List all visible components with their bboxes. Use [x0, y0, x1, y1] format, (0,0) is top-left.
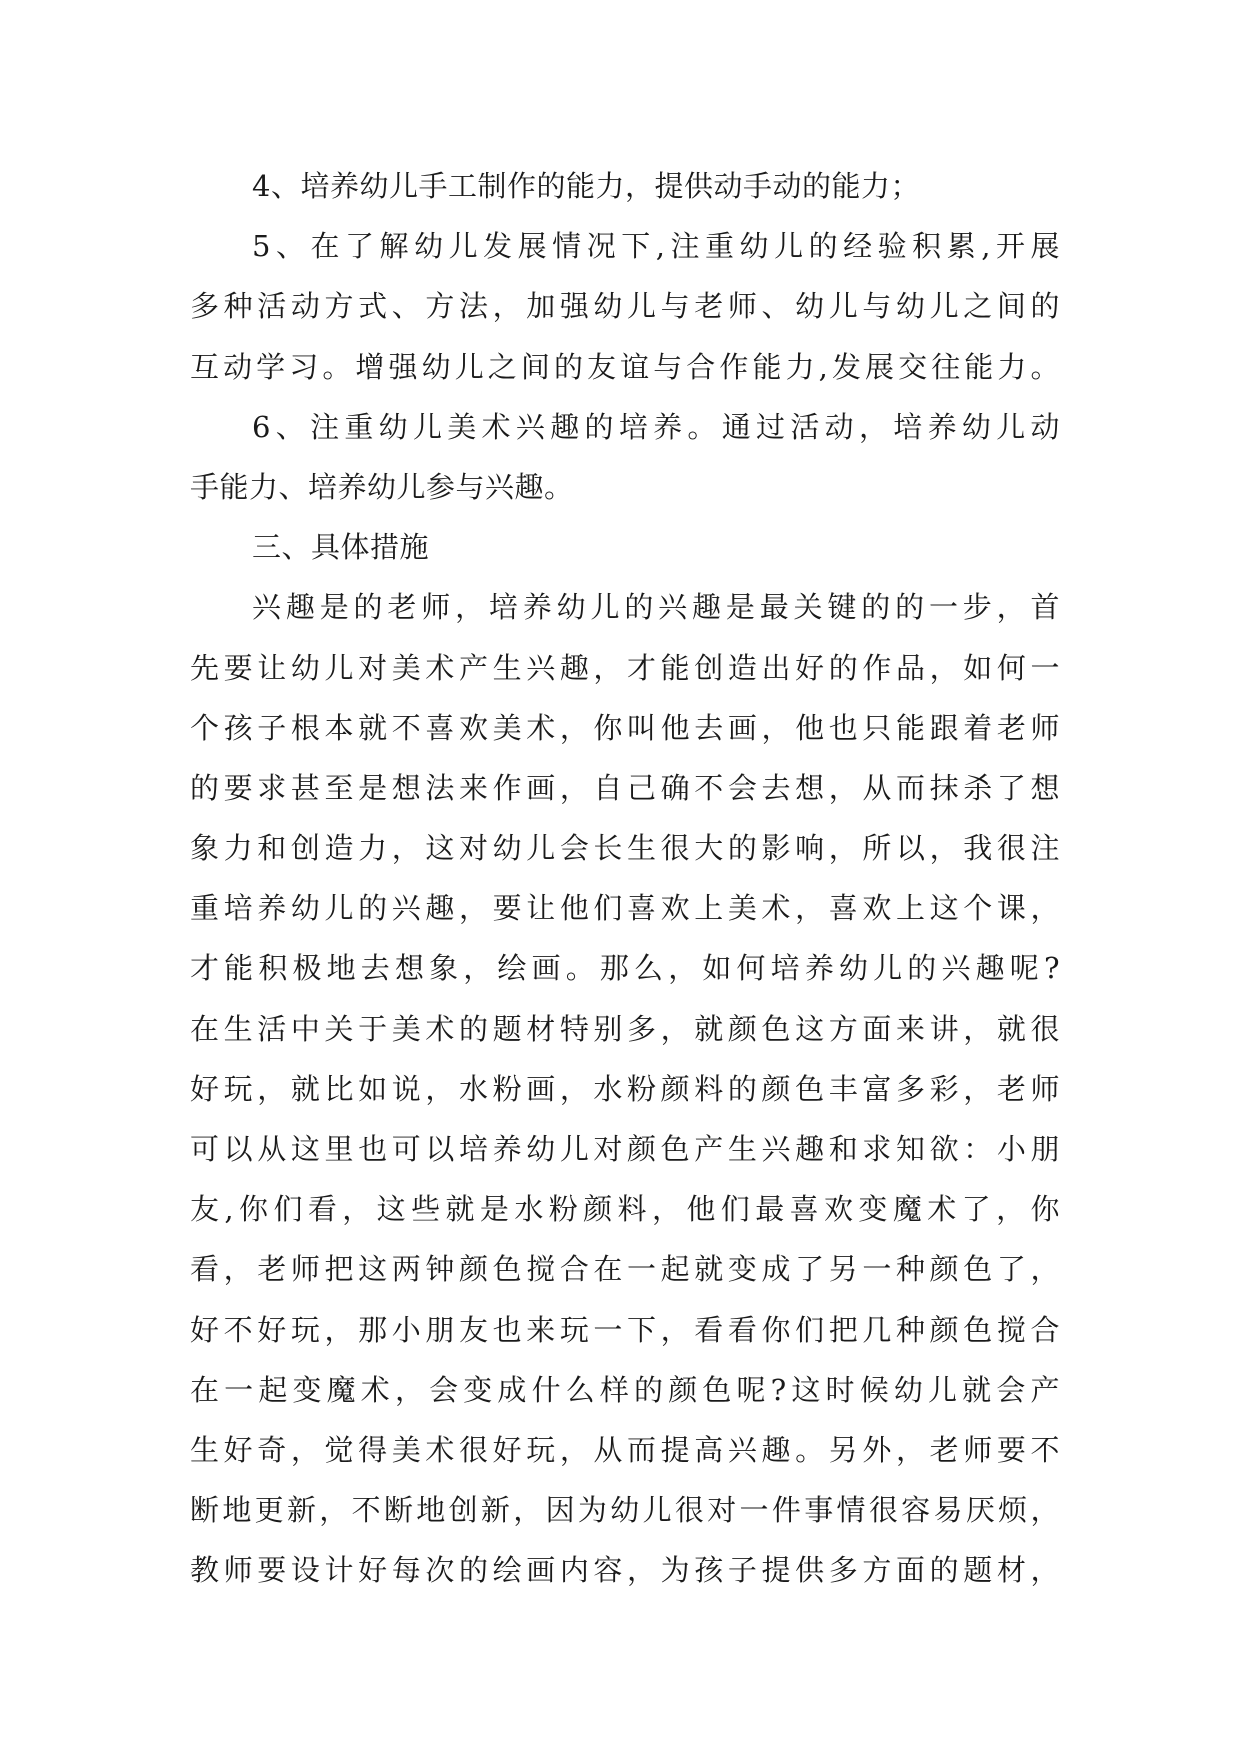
paragraph-line: 象力和创造力，这对幼儿会长生很大的影响，所以，我很注 — [190, 831, 1060, 866]
list-item-6-line-2: 手能力、培养幼儿参与兴趣。 — [190, 469, 574, 504]
paragraph-line: 个孩子根本就不喜欢美术，你叫他去画，他也只能跟着老师 — [190, 710, 1060, 745]
list-item-4: 4、培养幼儿手工制作的能力，提供动手动的能力； — [252, 169, 920, 203]
paragraph-line: 教师要设计好每次的绘画内容，为孩子提供多方面的题材， — [190, 1553, 1060, 1588]
paragraph-line: 断地更新，不断地创新，因为幼儿很对一件事情很容易厌烦， — [190, 1493, 1060, 1528]
paragraph-line: 先要让幼儿对美术产生兴趣，才能创造出好的作品，如何一 — [190, 650, 1060, 685]
paragraph-line: 的要求甚至是想法来作画，自己确不会去想，从而抹杀了想 — [190, 770, 1060, 805]
paragraph-line: 重培养幼儿的兴趣，要让他们喜欢上美术，喜欢上这个课， — [190, 891, 1060, 926]
paragraph-line: 友,你们看，这些就是水粉颜料，他们最喜欢变魔术了，你 — [190, 1192, 1060, 1227]
list-item-5-line-2: 多种活动方式、方法，加强幼儿与老师、幼儿与幼儿之间的 — [190, 289, 1060, 324]
paragraph-line: 才能积极地去想象，绘画。那么，如何培养幼儿的兴趣呢? — [190, 951, 1060, 986]
paragraph-line: 看，老师把这两钟颜色搅合在一起就变成了另一种颜色了， — [190, 1252, 1060, 1287]
section-heading: 三、具体措施 — [252, 530, 430, 565]
paragraph-line: 在一起变魔术，会变成什么样的颜色呢?这时候幼儿就会产 — [190, 1372, 1060, 1407]
paragraph-line: 好不好玩，那小朋友也来玩一下，看看你们把几种颜色搅合 — [190, 1312, 1060, 1347]
paragraph-line: 在生活中关于美术的题材特别多，就颜色这方面来讲，就很 — [190, 1011, 1060, 1046]
paragraph-line: 生好奇，觉得美术很好玩，从而提高兴趣。另外，老师要不 — [190, 1432, 1060, 1467]
paragraph-line: 兴趣是的老师，培养幼儿的兴趣是最关键的的一步，首 — [252, 590, 1060, 625]
paragraph-line: 可以从这里也可以培养幼儿对颜色产生兴趣和求知欲：小朋 — [190, 1132, 1060, 1166]
list-item-5-line-1: 5、在了解幼儿发展情况下,注重幼儿的经验积累,开展 — [252, 229, 1060, 264]
document-body — [190, 156, 1060, 1601]
list-item-6-line-1: 6、注重幼儿美术兴趣的培养。通过活动，培养幼儿动 — [252, 409, 1060, 444]
paragraph-line: 好玩，就比如说，水粉画，水粉颜料的颜色丰富多彩，老师 — [190, 1071, 1060, 1106]
list-item-5-line-3: 互动学习。增强幼儿之间的友谊与合作能力,发展交往能力。 — [190, 349, 1060, 384]
